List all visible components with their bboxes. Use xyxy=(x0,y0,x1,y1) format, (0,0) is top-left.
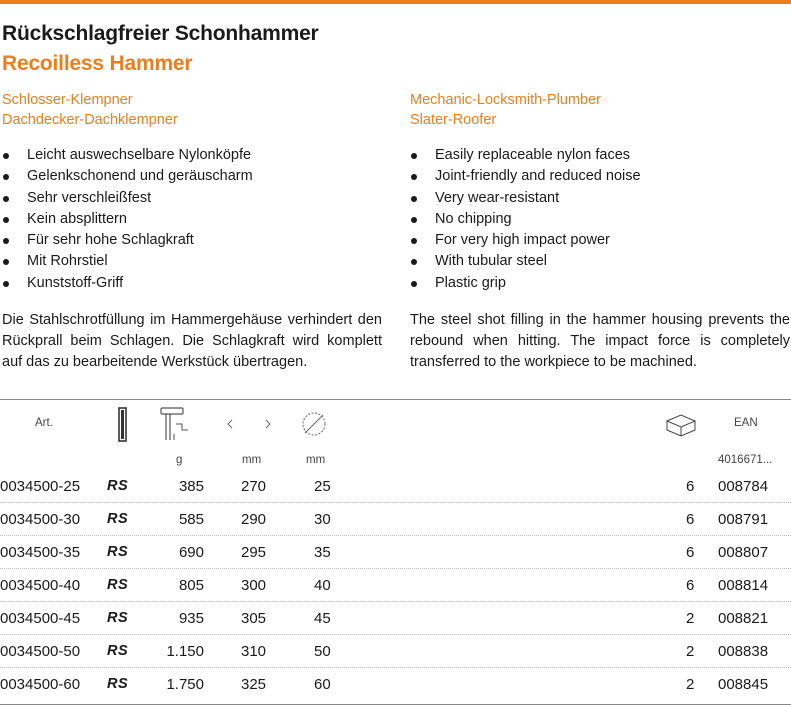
trades-de xyxy=(2,90,382,130)
bar-icon xyxy=(117,407,129,443)
grade-label: RS xyxy=(107,577,129,593)
feature-item: Mit Rohrstiel xyxy=(2,251,382,272)
header-length-unit: mm xyxy=(242,454,262,466)
feature-item: No chipping xyxy=(410,209,790,230)
ean-value: 008838 xyxy=(718,643,769,660)
weight-value: 805 xyxy=(178,577,204,594)
grade-label: RS xyxy=(107,511,129,527)
length-value: 270 xyxy=(241,478,267,495)
feature-item: For very high impact power xyxy=(410,230,790,251)
weight-value: 385 xyxy=(178,478,204,495)
feature-item: Für sehr hohe Schlagkraft xyxy=(2,230,382,251)
length-value: 300 xyxy=(241,577,267,594)
table-row xyxy=(0,538,791,569)
trade-line: Dachdecker-Dachklempner xyxy=(2,112,178,128)
pack-qty: 6 xyxy=(686,577,695,594)
pack-qty: 2 xyxy=(686,643,695,660)
feature-item: Easily replaceable nylon faces xyxy=(410,145,790,166)
feature-item: Leicht auswechselbare Nylonköpfe xyxy=(2,145,382,166)
length-value: 310 xyxy=(241,643,267,660)
diameter-value: 25 xyxy=(314,478,331,495)
feature-item: Gelenkschonend und geräuscharm xyxy=(2,166,382,187)
trade-line: Schlosser-Klempner xyxy=(2,92,133,108)
feature-item: Very wear-resistant xyxy=(410,188,790,209)
table-bottom-rule xyxy=(0,704,791,705)
pack-qty: 6 xyxy=(686,511,695,528)
trade-line: Mechanic-Locksmith-Plumber xyxy=(410,92,601,108)
ean-value: 008807 xyxy=(718,544,769,561)
weight-value: 1.150 xyxy=(166,643,204,660)
diameter-value: 60 xyxy=(314,676,331,693)
length-arrows-icon xyxy=(226,418,272,430)
length-value: 325 xyxy=(241,676,267,693)
grade-label: RS xyxy=(107,676,129,692)
features-list-de xyxy=(2,145,382,294)
pack-qty: 6 xyxy=(686,544,695,561)
art-number: 0034500-50 xyxy=(0,643,81,660)
page-subtitle-english: Recoilless Hammer xyxy=(2,52,193,75)
diameter-value: 50 xyxy=(314,643,331,660)
diameter-value: 35 xyxy=(314,544,331,561)
hammer-weight-icon xyxy=(160,406,190,442)
header-ean: EAN xyxy=(734,417,758,429)
art-number: 0034500-30 xyxy=(0,511,81,528)
pack-qty: 2 xyxy=(686,610,695,627)
art-number: 0034500-60 xyxy=(0,676,81,693)
description-en: The steel shot filling in the hammer housing prevents the rebound when hitting. The impact force is completely transferred to the workpiece to be machined. xyxy=(410,312,790,370)
ean-value: 008845 xyxy=(718,676,769,693)
art-number: 0034500-45 xyxy=(0,610,81,627)
feature-item: With tubular steel xyxy=(410,251,790,272)
top-accent-bar xyxy=(0,0,791,4)
grade-label: RS xyxy=(107,610,129,626)
ean-value: 008784 xyxy=(718,478,769,495)
feature-item: Kein absplittern xyxy=(2,209,382,230)
ean-value: 008821 xyxy=(718,610,769,627)
weight-value: 935 xyxy=(178,610,204,627)
weight-value: 1.750 xyxy=(166,676,204,693)
description-de: Die Stahlschrotfüllung im Hammergehäuse verhindert den Rückprall beim Schlagen. Die Schlagkraft wird komplett auf das zu bearbeitende Werkstück übertragen. xyxy=(2,312,382,370)
table-row xyxy=(0,637,791,668)
page-title: Rückschlagfreier Schonhammer xyxy=(2,22,319,45)
art-number: 0034500-25 xyxy=(0,478,81,495)
pack-qty: 6 xyxy=(686,478,695,495)
feature-item: Joint-friendly and reduced noise xyxy=(410,166,790,187)
diameter-icon xyxy=(300,410,328,438)
header-weight-unit: g xyxy=(176,454,183,466)
header-ean-prefix: 4016671... xyxy=(718,454,773,466)
length-value: 290 xyxy=(241,511,267,528)
header-diameter-unit: mm xyxy=(306,454,326,466)
table-top-rule xyxy=(0,399,791,400)
grade-label: RS xyxy=(107,544,129,560)
length-value: 305 xyxy=(241,610,267,627)
length-value: 295 xyxy=(241,544,267,561)
table-row xyxy=(0,472,791,503)
trade-line: Slater-Roofer xyxy=(410,112,497,128)
weight-value: 690 xyxy=(178,544,204,561)
feature-item: Kunststoff-Griff xyxy=(2,273,382,294)
art-number: 0034500-35 xyxy=(0,544,81,561)
diameter-value: 40 xyxy=(314,577,331,594)
diameter-value: 45 xyxy=(314,610,331,627)
diameter-value: 30 xyxy=(314,511,331,528)
package-box-icon xyxy=(665,413,697,437)
feature-item: Plastic grip xyxy=(410,273,790,294)
art-number: 0034500-40 xyxy=(0,577,81,594)
header-art: Art. xyxy=(35,417,53,429)
weight-value: 585 xyxy=(178,511,204,528)
features-list-en xyxy=(410,145,790,294)
grade-label: RS xyxy=(107,478,129,494)
ean-value: 008791 xyxy=(718,511,769,528)
trades-en xyxy=(410,90,790,130)
grade-label: RS xyxy=(107,643,129,659)
ean-value: 008814 xyxy=(718,577,769,594)
table-row xyxy=(0,505,791,536)
table-row xyxy=(0,604,791,635)
table-row xyxy=(0,670,791,700)
table-row xyxy=(0,571,791,602)
feature-item: Sehr verschleißfest xyxy=(2,188,382,209)
pack-qty: 2 xyxy=(686,676,695,693)
